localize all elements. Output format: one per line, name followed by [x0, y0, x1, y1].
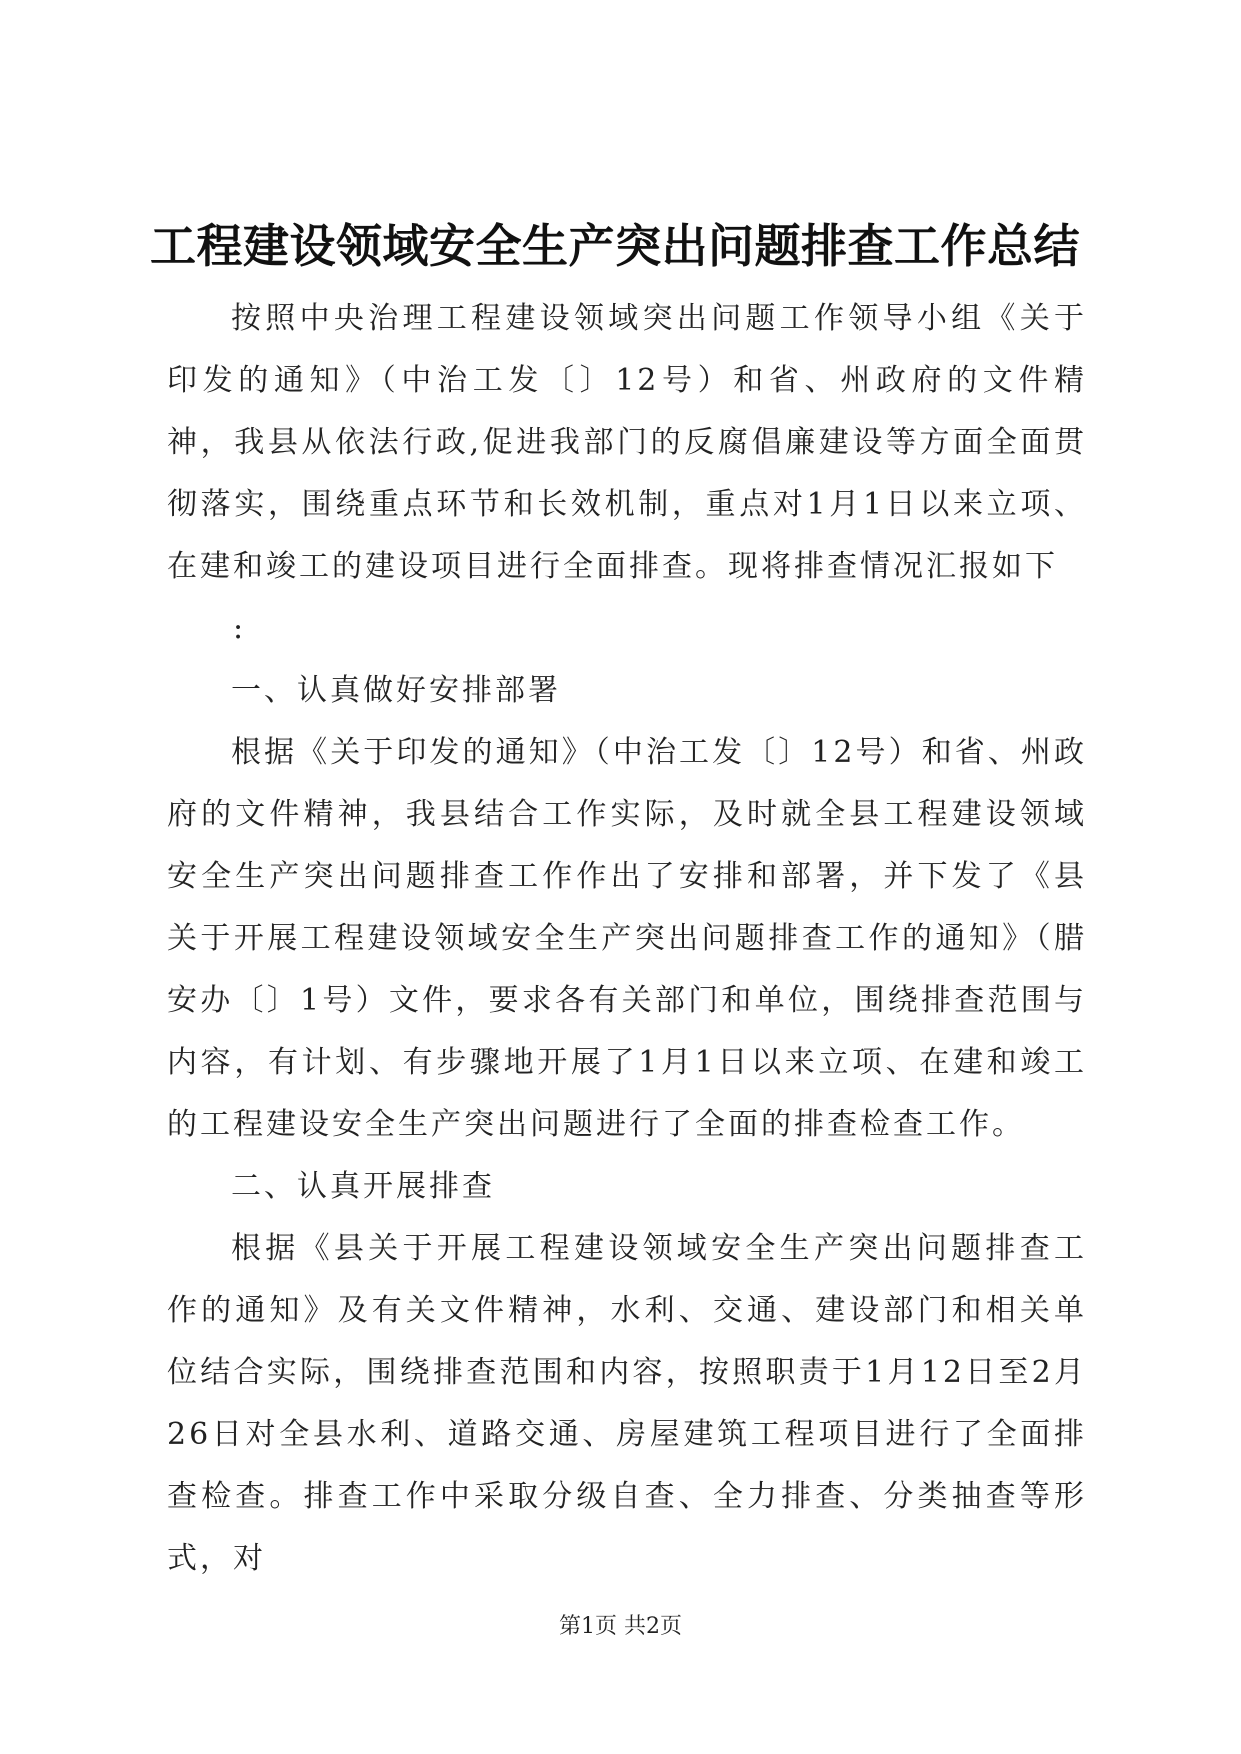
section-heading-1: 一、认真做好安排部署 — [231, 673, 561, 708]
intro-paragraph: 按照中央治理工程建设领域突出问题工作领导小组《关于印发的通知》（中治工发〔〕12号）和省、州政府的文件精神，我县从依法行政,促进我部门的反腐倡廉建设等方面全面贯彻落实，围绕重点环节和长效机制，重点对1月1日以来立项、在建和竣工的建设项目进行全面排查。现将排查情况汇报如下 — [167, 301, 1087, 584]
colon-line: : — [233, 611, 247, 646]
document-body — [167, 288, 1087, 1590]
section-heading-2: 二、认真开展排查 — [231, 1169, 495, 1204]
document-title: 工程建设领域安全生产突出问题排查工作总结 — [150, 219, 1080, 273]
section-2-paragraph: 根据《县关于开展工程建设领域安全生产突出问题排查工作的通知》及有关文件精神，水利、交通、建设部门和相关单位结合实际，围绕排查范围和内容，按照职责于1月12日至2月26日对全县水利、道路交通、房屋建筑工程项目进行了全面排查检查。排查工作中采取分级自查、全力排查、分类抽查等形式，对 — [167, 1231, 1087, 1576]
page-indicator: 第1页 共2页 — [559, 1614, 682, 1639]
page-footer — [0, 1612, 1241, 1642]
section-1-paragraph: 根据《关于印发的通知》（中治工发〔〕12号）和省、州政府的文件精神，我县结合工作实际，及时就全县工程建设领域安全生产突出问题排查工作作出了安排和部署，并下发了《县关于开展工程建设领域安全生产突出问题排查工作的通知》（腊安办〔〕1号）文件，要求各有关部门和单位，围绕排查范围与内容，有计划、有步骤地开展了1月1日以来立项、在建和竣工的工程建设安全生产突出问题进行了全面的排查检查工作。 — [167, 735, 1087, 1142]
